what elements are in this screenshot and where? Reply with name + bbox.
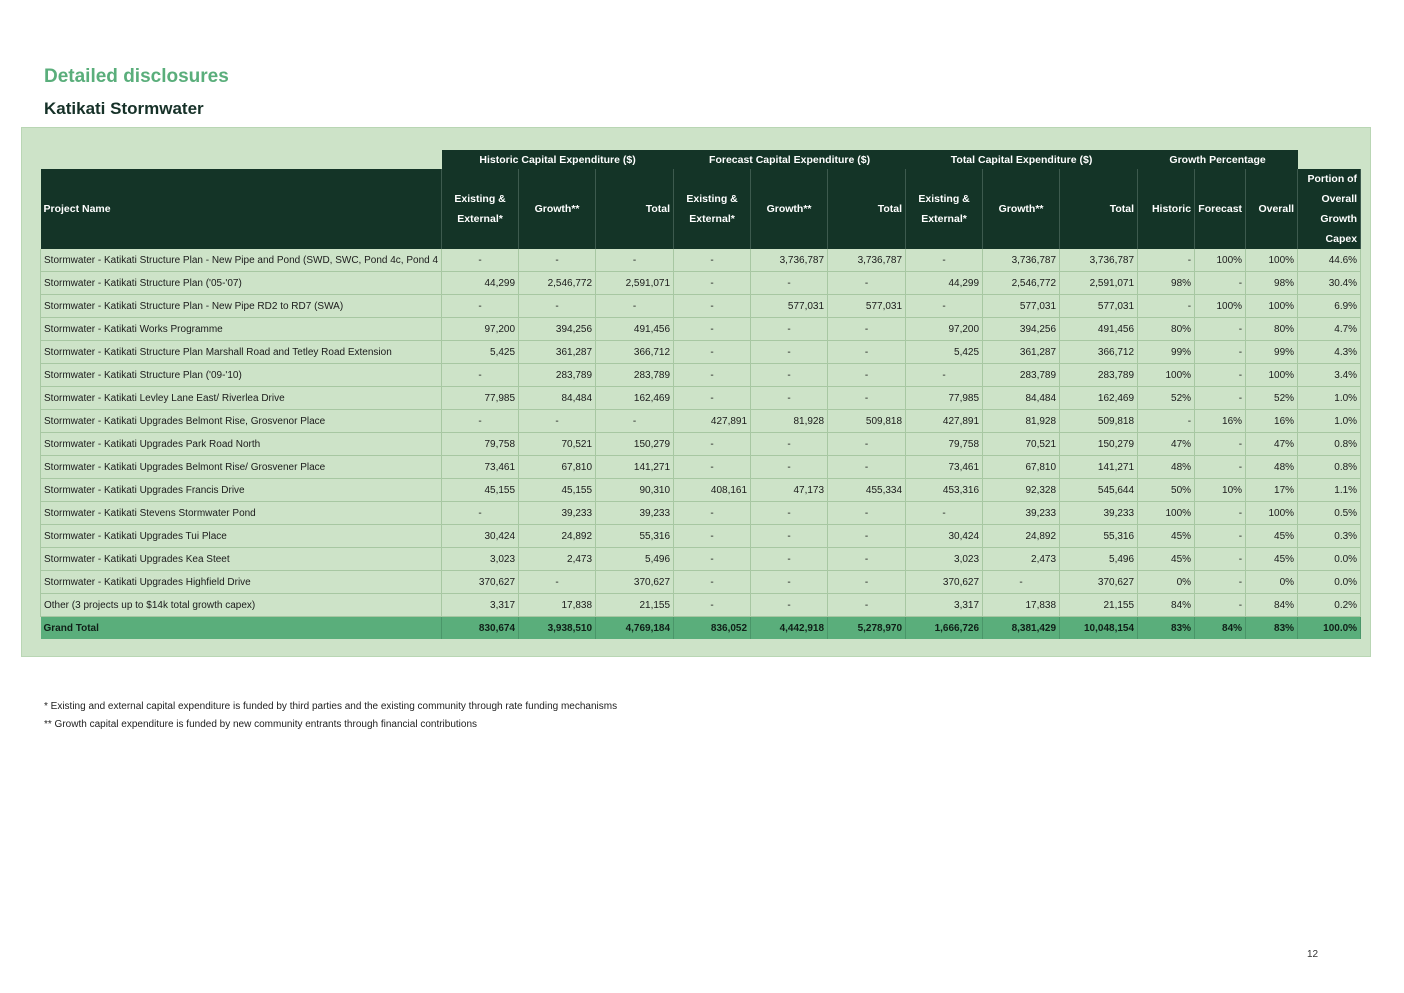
cell-total-growth: 3,736,787 [983, 249, 1060, 272]
col-pct-historic: Historic [1138, 169, 1195, 249]
cell-portion-growth-capex: 3.4% [1298, 364, 1361, 387]
group-total: Total Capital Expenditure ($) [906, 150, 1138, 169]
cell-project-name: Stormwater - Katikati Upgrades Kea Steet [41, 548, 442, 571]
total-pct-forecast: 84% [1195, 617, 1246, 640]
cell-historic-total: 2,591,071 [596, 272, 674, 295]
table-row [41, 433, 1361, 456]
table-row [41, 295, 1361, 318]
total-historic-existing: 830,674 [442, 617, 519, 640]
cell-total-existing: 30,424 [906, 525, 983, 548]
capex-table [40, 150, 1361, 639]
col-forecast-growth: Growth** [751, 169, 828, 249]
cell-pct-historic: - [1138, 410, 1195, 433]
cell-project-name: Stormwater - Katikati Structure Plan ('05-'07) [41, 272, 442, 295]
cell-historic-existing: 44,299 [442, 272, 519, 295]
cell-forecast-existing: - [674, 364, 751, 387]
cell-total-existing: 453,316 [906, 479, 983, 502]
cell-total-existing: - [906, 502, 983, 525]
cell-project-name: Other (3 projects up to $14k total growth capex) [41, 594, 442, 617]
cell-portion-growth-capex: 0.5% [1298, 502, 1361, 525]
cell-pct-forecast: - [1195, 272, 1246, 295]
cell-forecast-growth: 3,736,787 [751, 249, 828, 272]
cell-pct-forecast: 16% [1195, 410, 1246, 433]
cell-historic-total: 370,627 [596, 571, 674, 594]
cell-total-existing: 79,758 [906, 433, 983, 456]
cell-forecast-existing: - [674, 594, 751, 617]
cell-historic-total: 162,469 [596, 387, 674, 410]
cell-pct-overall: 45% [1246, 525, 1298, 548]
cell-forecast-total: - [828, 433, 906, 456]
cell-historic-growth: 17,838 [519, 594, 596, 617]
cell-historic-growth: 2,473 [519, 548, 596, 571]
cell-historic-total: 21,155 [596, 594, 674, 617]
cell-portion-growth-capex: 0.8% [1298, 433, 1361, 456]
cell-forecast-total: - [828, 364, 906, 387]
cell-total-growth: 17,838 [983, 594, 1060, 617]
cell-total-growth: 24,892 [983, 525, 1060, 548]
cell-historic-existing: - [442, 295, 519, 318]
cell-pct-overall: 0% [1246, 571, 1298, 594]
cell-pct-historic: 48% [1138, 456, 1195, 479]
cell-total-total: 162,469 [1060, 387, 1138, 410]
cell-historic-growth: 394,256 [519, 318, 596, 341]
group-historic: Historic Capital Expenditure ($) [442, 150, 674, 169]
cell-pct-historic: 99% [1138, 341, 1195, 364]
cell-total-total: 2,591,071 [1060, 272, 1138, 295]
cell-forecast-total: - [828, 456, 906, 479]
group-forecast: Forecast Capital Expenditure ($) [674, 150, 906, 169]
cell-historic-total: 283,789 [596, 364, 674, 387]
cell-total-existing: - [906, 295, 983, 318]
cell-pct-overall: 48% [1246, 456, 1298, 479]
total-pct-overall: 83% [1246, 617, 1298, 640]
cell-forecast-total: 3,736,787 [828, 249, 906, 272]
cell-project-name: Stormwater - Katikati Upgrades Belmont Rise/ Grosvener Place [41, 456, 442, 479]
cell-total-existing: 77,985 [906, 387, 983, 410]
cell-total-total: 491,456 [1060, 318, 1138, 341]
cell-total-growth: 394,256 [983, 318, 1060, 341]
cell-pct-forecast: - [1195, 548, 1246, 571]
cell-forecast-existing: - [674, 318, 751, 341]
cell-historic-total: 39,233 [596, 502, 674, 525]
cell-forecast-growth: - [751, 456, 828, 479]
cell-historic-growth: - [519, 295, 596, 318]
cell-forecast-growth: - [751, 548, 828, 571]
cell-historic-existing: 73,461 [442, 456, 519, 479]
cell-historic-growth: 67,810 [519, 456, 596, 479]
cell-pct-overall: 99% [1246, 341, 1298, 364]
cell-pct-historic: 0% [1138, 571, 1195, 594]
cell-pct-overall: 98% [1246, 272, 1298, 295]
cell-forecast-existing: - [674, 272, 751, 295]
cell-forecast-existing: - [674, 295, 751, 318]
cell-forecast-total: - [828, 502, 906, 525]
cell-pct-forecast: - [1195, 571, 1246, 594]
cell-project-name: Stormwater - Katikati Stevens Stormwater Pond [41, 502, 442, 525]
cell-total-growth: 283,789 [983, 364, 1060, 387]
group-blank [1298, 150, 1361, 169]
cell-historic-existing: 30,424 [442, 525, 519, 548]
cell-portion-growth-capex: 4.7% [1298, 318, 1361, 341]
total-historic-growth: 3,938,510 [519, 617, 596, 640]
cell-historic-existing: 97,200 [442, 318, 519, 341]
cell-portion-growth-capex: 0.8% [1298, 456, 1361, 479]
cell-portion-growth-capex: 1.0% [1298, 410, 1361, 433]
cell-pct-forecast: 100% [1195, 295, 1246, 318]
cell-historic-total: 491,456 [596, 318, 674, 341]
cell-forecast-total: - [828, 594, 906, 617]
cell-forecast-total: 577,031 [828, 295, 906, 318]
cell-historic-growth: - [519, 571, 596, 594]
cell-historic-growth: 24,892 [519, 525, 596, 548]
grand-total-row [41, 617, 1361, 640]
cell-total-total: 545,644 [1060, 479, 1138, 502]
cell-pct-overall: 100% [1246, 249, 1298, 272]
table-row [41, 410, 1361, 433]
table-row [41, 479, 1361, 502]
table-row [41, 341, 1361, 364]
col-forecast-existing: Existing & External* [674, 169, 751, 249]
cell-pct-forecast: - [1195, 594, 1246, 617]
cell-forecast-growth: - [751, 571, 828, 594]
cell-total-total: 21,155 [1060, 594, 1138, 617]
cell-pct-forecast: 100% [1195, 249, 1246, 272]
cell-portion-growth-capex: 30.4% [1298, 272, 1361, 295]
cell-pct-historic: - [1138, 249, 1195, 272]
cell-pct-historic: - [1138, 295, 1195, 318]
cell-pct-historic: 45% [1138, 548, 1195, 571]
cell-historic-existing: 370,627 [442, 571, 519, 594]
cell-forecast-existing: - [674, 571, 751, 594]
total-portion-growth-capex: 100.0% [1298, 617, 1361, 640]
cell-pct-historic: 100% [1138, 502, 1195, 525]
cell-forecast-total: - [828, 387, 906, 410]
cell-pct-historic: 47% [1138, 433, 1195, 456]
cell-total-growth: 84,484 [983, 387, 1060, 410]
table-row [41, 364, 1361, 387]
cell-forecast-total: 455,334 [828, 479, 906, 502]
cell-forecast-total: - [828, 341, 906, 364]
cell-pct-overall: 52% [1246, 387, 1298, 410]
cell-historic-total: - [596, 410, 674, 433]
cell-project-name: Stormwater - Katikati Upgrades Highfield Drive [41, 571, 442, 594]
cell-historic-existing: - [442, 502, 519, 525]
col-pct-overall: Overall [1246, 169, 1298, 249]
cell-total-growth: 361,287 [983, 341, 1060, 364]
cell-pct-overall: 100% [1246, 502, 1298, 525]
cell-total-total: 141,271 [1060, 456, 1138, 479]
table-row [41, 548, 1361, 571]
cell-forecast-growth: - [751, 594, 828, 617]
cell-historic-total: 141,271 [596, 456, 674, 479]
cell-pct-historic: 98% [1138, 272, 1195, 295]
cell-total-total: 39,233 [1060, 502, 1138, 525]
cell-forecast-existing: - [674, 456, 751, 479]
cell-pct-historic: 50% [1138, 479, 1195, 502]
cell-forecast-existing: - [674, 502, 751, 525]
cell-total-growth: 70,521 [983, 433, 1060, 456]
cell-historic-growth: 45,155 [519, 479, 596, 502]
cell-forecast-existing: - [674, 548, 751, 571]
cell-historic-total: 366,712 [596, 341, 674, 364]
total-project-name: Grand Total [41, 617, 442, 640]
cell-historic-growth: 361,287 [519, 341, 596, 364]
cell-portion-growth-capex: 44.6% [1298, 249, 1361, 272]
cell-total-existing: - [906, 249, 983, 272]
cell-forecast-growth: 47,173 [751, 479, 828, 502]
cell-total-total: 509,818 [1060, 410, 1138, 433]
cell-pct-overall: 45% [1246, 548, 1298, 571]
cell-historic-existing: - [442, 249, 519, 272]
cell-historic-existing: 77,985 [442, 387, 519, 410]
cell-project-name: Stormwater - Katikati Works Programme [41, 318, 442, 341]
cell-historic-existing: 5,425 [442, 341, 519, 364]
cell-historic-growth: - [519, 410, 596, 433]
cell-historic-growth: 70,521 [519, 433, 596, 456]
cell-total-total: 370,627 [1060, 571, 1138, 594]
cell-portion-growth-capex: 6.9% [1298, 295, 1361, 318]
cell-project-name: Stormwater - Katikati Upgrades Belmont Rise, Grosvenor Place [41, 410, 442, 433]
cell-forecast-existing: - [674, 387, 751, 410]
cell-project-name: Stormwater - Katikati Structure Plan ('09-'10) [41, 364, 442, 387]
cell-portion-growth-capex: 1.0% [1298, 387, 1361, 410]
table-row [41, 387, 1361, 410]
total-total-total: 10,048,154 [1060, 617, 1138, 640]
table-row [41, 318, 1361, 341]
cell-portion-growth-capex: 0.2% [1298, 594, 1361, 617]
cell-total-total: 55,316 [1060, 525, 1138, 548]
cell-pct-overall: 16% [1246, 410, 1298, 433]
group-growth-percentage: Growth Percentage [1138, 150, 1298, 169]
cell-forecast-existing: - [674, 341, 751, 364]
cell-forecast-growth: - [751, 364, 828, 387]
col-forecast-total: Total [828, 169, 906, 249]
cell-historic-total: 5,496 [596, 548, 674, 571]
cell-project-name: Stormwater - Katikati Levley Lane East/ Riverlea Drive [41, 387, 442, 410]
cell-total-existing: 44,299 [906, 272, 983, 295]
total-total-growth: 8,381,429 [983, 617, 1060, 640]
col-pct-forecast: Forecast [1195, 169, 1246, 249]
cell-pct-forecast: - [1195, 456, 1246, 479]
cell-total-total: 577,031 [1060, 295, 1138, 318]
cell-forecast-growth: - [751, 341, 828, 364]
cell-pct-forecast: - [1195, 433, 1246, 456]
cell-project-name: Stormwater - Katikati Upgrades Park Road North [41, 433, 442, 456]
cell-forecast-growth: - [751, 318, 828, 341]
cell-total-existing: 73,461 [906, 456, 983, 479]
cell-pct-overall: 100% [1246, 295, 1298, 318]
cell-total-total: 150,279 [1060, 433, 1138, 456]
total-forecast-total: 5,278,970 [828, 617, 906, 640]
table-row [41, 272, 1361, 295]
cell-historic-total: - [596, 295, 674, 318]
cell-historic-growth: - [519, 249, 596, 272]
group-header-row [41, 150, 1361, 169]
cell-forecast-growth: - [751, 525, 828, 548]
cell-pct-overall: 80% [1246, 318, 1298, 341]
cell-historic-existing: 45,155 [442, 479, 519, 502]
cell-pct-overall: 47% [1246, 433, 1298, 456]
cell-portion-growth-capex: 4.3% [1298, 341, 1361, 364]
cell-historic-existing: - [442, 364, 519, 387]
cell-historic-total: 90,310 [596, 479, 674, 502]
cell-total-growth: 2,473 [983, 548, 1060, 571]
cell-pct-historic: 84% [1138, 594, 1195, 617]
col-historic-total: Total [596, 169, 674, 249]
table-row [41, 249, 1361, 272]
table-row [41, 594, 1361, 617]
cell-historic-growth: 2,546,772 [519, 272, 596, 295]
col-total-existing: Existing & External* [906, 169, 983, 249]
cell-forecast-total: 509,818 [828, 410, 906, 433]
section-title: Katikati Stormwater [44, 99, 204, 118]
cell-forecast-total: - [828, 272, 906, 295]
cell-pct-forecast: 10% [1195, 479, 1246, 502]
cell-forecast-growth: 81,928 [751, 410, 828, 433]
cell-forecast-existing: - [674, 433, 751, 456]
cell-pct-historic: 45% [1138, 525, 1195, 548]
table-row [41, 571, 1361, 594]
cell-forecast-existing: - [674, 525, 751, 548]
cell-historic-existing: - [442, 410, 519, 433]
cell-historic-growth: 283,789 [519, 364, 596, 387]
cell-pct-historic: 80% [1138, 318, 1195, 341]
cell-total-existing: 370,627 [906, 571, 983, 594]
cell-pct-forecast: - [1195, 502, 1246, 525]
cell-project-name: Stormwater - Katikati Structure Plan Marshall Road and Tetley Road Extension [41, 341, 442, 364]
col-project-name: Project Name [41, 169, 442, 249]
cell-total-existing: 5,425 [906, 341, 983, 364]
cell-total-total: 366,712 [1060, 341, 1138, 364]
cell-forecast-existing: - [674, 249, 751, 272]
cell-total-total: 5,496 [1060, 548, 1138, 571]
footnote-growth: ** Growth capital expenditure is funded by new community entrants through financial contributions [44, 719, 478, 730]
cell-historic-existing: 3,317 [442, 594, 519, 617]
cell-total-growth: 2,546,772 [983, 272, 1060, 295]
cell-historic-growth: 84,484 [519, 387, 596, 410]
cell-forecast-total: - [828, 525, 906, 548]
cell-total-existing: - [906, 364, 983, 387]
group-blank [41, 150, 442, 169]
cell-total-total: 283,789 [1060, 364, 1138, 387]
cell-forecast-growth: - [751, 502, 828, 525]
cell-forecast-growth: 577,031 [751, 295, 828, 318]
total-pct-historic: 83% [1138, 617, 1195, 640]
cell-project-name: Stormwater - Katikati Structure Plan - New Pipe RD2 to RD7 (SWA) [41, 295, 442, 318]
column-header-row [41, 169, 1361, 249]
cell-forecast-total: - [828, 571, 906, 594]
cell-pct-forecast: - [1195, 341, 1246, 364]
cell-project-name: Stormwater - Katikati Upgrades Francis Drive [41, 479, 442, 502]
cell-forecast-growth: - [751, 272, 828, 295]
table-row [41, 456, 1361, 479]
total-forecast-growth: 4,442,918 [751, 617, 828, 640]
cell-historic-existing: 3,023 [442, 548, 519, 571]
cell-total-existing: 427,891 [906, 410, 983, 433]
total-historic-total: 4,769,184 [596, 617, 674, 640]
cell-pct-forecast: - [1195, 387, 1246, 410]
cell-portion-growth-capex: 1.1% [1298, 479, 1361, 502]
cell-total-existing: 97,200 [906, 318, 983, 341]
total-forecast-existing: 836,052 [674, 617, 751, 640]
col-total-growth: Growth** [983, 169, 1060, 249]
cell-portion-growth-capex: 0.0% [1298, 571, 1361, 594]
cell-total-growth: 92,328 [983, 479, 1060, 502]
cell-project-name: Stormwater - Katikati Structure Plan - New Pipe and Pond (SWD, SWC, Pond 4c, Pond 4 [41, 249, 442, 272]
cell-historic-growth: 39,233 [519, 502, 596, 525]
cell-total-existing: 3,317 [906, 594, 983, 617]
cell-pct-overall: 100% [1246, 364, 1298, 387]
page-title: Detailed disclosures [44, 66, 229, 87]
cell-pct-historic: 52% [1138, 387, 1195, 410]
cell-forecast-total: - [828, 548, 906, 571]
col-historic-existing: Existing & External* [442, 169, 519, 249]
cell-portion-growth-capex: 0.3% [1298, 525, 1361, 548]
cell-forecast-existing: 408,161 [674, 479, 751, 502]
cell-historic-total: 150,279 [596, 433, 674, 456]
cell-pct-overall: 84% [1246, 594, 1298, 617]
cell-total-growth: 39,233 [983, 502, 1060, 525]
cell-pct-forecast: - [1195, 318, 1246, 341]
cell-pct-forecast: - [1195, 525, 1246, 548]
cell-total-growth: 81,928 [983, 410, 1060, 433]
cell-historic-total: 55,316 [596, 525, 674, 548]
col-historic-growth: Growth** [519, 169, 596, 249]
cell-pct-overall: 17% [1246, 479, 1298, 502]
col-portion-growth-capex: Portion of Overall Growth Capex [1298, 169, 1361, 249]
cell-total-growth: 67,810 [983, 456, 1060, 479]
cell-total-growth: - [983, 571, 1060, 594]
table-row [41, 525, 1361, 548]
page-number: 12 [1307, 949, 1319, 960]
cell-forecast-growth: - [751, 387, 828, 410]
table-row [41, 502, 1361, 525]
cell-pct-historic: 100% [1138, 364, 1195, 387]
cell-total-existing: 3,023 [906, 548, 983, 571]
cell-historic-total: - [596, 249, 674, 272]
cell-project-name: Stormwater - Katikati Upgrades Tui Place [41, 525, 442, 548]
cell-total-total: 3,736,787 [1060, 249, 1138, 272]
cell-forecast-growth: - [751, 433, 828, 456]
total-total-existing: 1,666,726 [906, 617, 983, 640]
cell-total-growth: 577,031 [983, 295, 1060, 318]
cell-pct-forecast: - [1195, 364, 1246, 387]
cell-historic-existing: 79,758 [442, 433, 519, 456]
cell-forecast-total: - [828, 318, 906, 341]
col-total-total: Total [1060, 169, 1138, 249]
cell-forecast-existing: 427,891 [674, 410, 751, 433]
footnote-existing: * Existing and external capital expenditure is funded by third parties and the existing community through rate funding mechanisms [44, 701, 618, 712]
cell-portion-growth-capex: 0.0% [1298, 548, 1361, 571]
